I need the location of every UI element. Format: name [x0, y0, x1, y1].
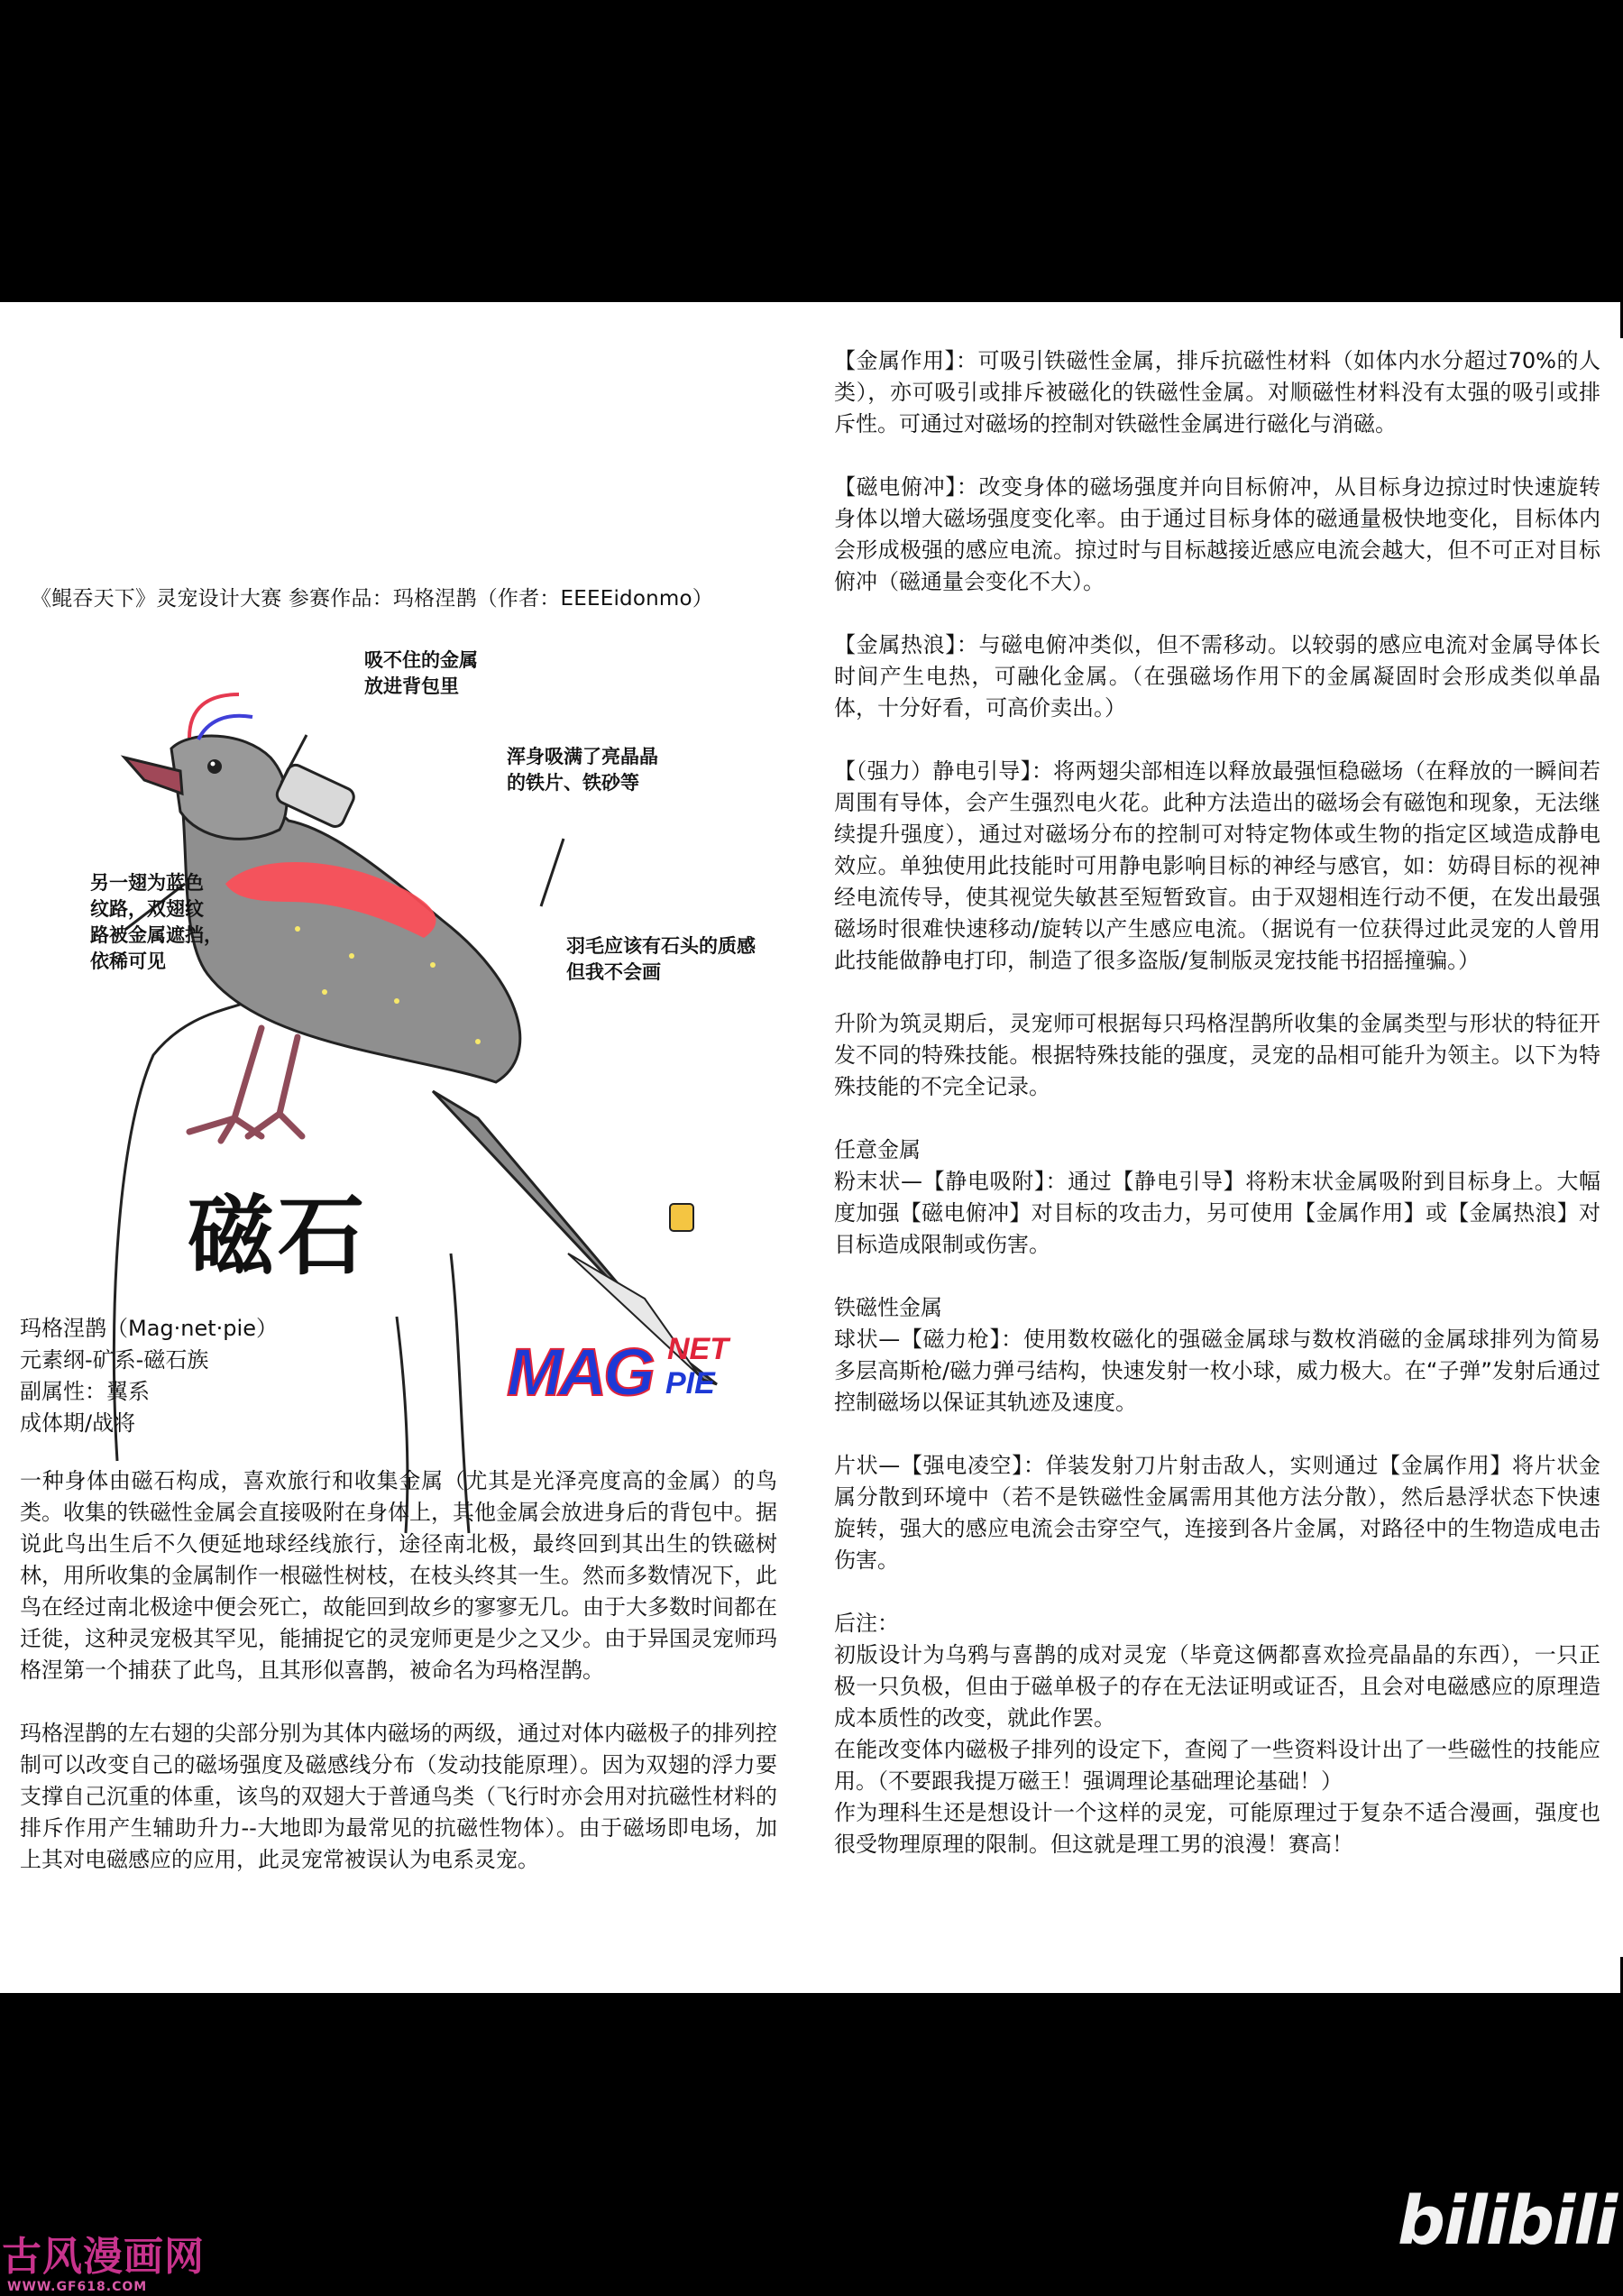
annotation-wing [90, 870, 223, 975]
magnetpie-logo [505, 1330, 748, 1411]
upgrade-note: 升阶为筑灵期后，灵宠师可根据每只玛格涅鹊所收集的金属类型与形状的特征开发不同的特殊技能。根据特殊技能的强度，灵宠的品相可能升为领主。以下为特殊技能的不完全记录。 [834, 1011, 1600, 1099]
any-metal-skill: 粉末状—【静电吸附】：通过【静电引导】将粉末状金属吸附到目标身上。大幅度加强【磁电俯冲】对目标的攻击力，另可使用【金属作用】或【金属热浪】对目标造成限制或伤害。 [834, 1169, 1600, 1257]
bird-eye-highlight [211, 762, 215, 767]
any-metal-heading: 任意金属 [834, 1137, 921, 1162]
annotation-line: 另一翅为蓝色 [90, 872, 204, 894]
logo-bottom: PIE [665, 1366, 715, 1401]
annotation-line: 依稀可见 [90, 951, 166, 972]
skill-heatwave: 【金属热浪】：与磁电俯冲类似，但不需移动。以较弱的感应电流对金属导体长时间产生电热，可融化金属。（在强磁场作用下的金属凝固时会形成类似单晶体，十分好看，可高价卖出。） [834, 632, 1600, 721]
skill-dive: 【磁电俯冲】：改变身体的磁场强度并向目标俯冲，从目标身边掠过时快速旋转身体以增大磁场强度变化率。由于通过目标身体的磁通量极快地变化，目标体内会形成极强的感应电流。掠过时与目标越接近感应电流会越大，但不可正对目标俯冲（磁通量会变化不大）。 [834, 474, 1600, 594]
annotation-metal [507, 744, 658, 796]
poster-sheet [0, 302, 1623, 1993]
info-name: 玛格涅鹊（Mag·net·pie） [20, 1316, 278, 1341]
ferro-ball-skill: 球状—【磁力枪】：使用数枚磁化的强磁金属球与数枚消磁的金属球排列为简易多层高斯枪/磁力弹弓结构，快速发射一枚小球，威力极大。在“子弹”发射后通过控制磁场以保证其轨迹及速度。 [834, 1327, 1600, 1415]
ferro-metal-heading: 铁磁性金属 [834, 1295, 942, 1320]
bird-eye [207, 759, 222, 774]
description-paragraph: 玛格涅鹊的左右翅的尖部分别为其体内磁场的两级，通过对体内磁极子的排列控制可以改变自己的磁场强度及磁感线分布（发动技能原理）。因为双翅的浮力要支撑自己沉重的体重，该鸟的双翅大于普通鸟类（飞行时亦会用对抗磁性材料的排斥作用产生辅助升力--大地即为最常见的抗磁性物体）。由于磁场即电场，加上其对电磁感应的应用，此灵宠常被误认为电系灵宠。 [20, 1721, 777, 1872]
postscript-line: 初版设计为乌鸦与喜鹊的成对灵宠（毕竟这俩都喜欢捡亮晶晶的东西），一只正极一只负极，但由于磁单极子的存在无法证明或证否，且会对电磁感应的原理造成本质性的改变，就此作罢。 [834, 1642, 1600, 1731]
watermark-bilibili: bilibili [1398, 2182, 1617, 2260]
annotation-line: 纹路，双翅纹 [90, 898, 204, 920]
annotation-line: 放进背包里 [364, 675, 459, 697]
annotation-feather [566, 933, 756, 986]
annotation-line: 浑身吸满了亮晶晶 [507, 746, 658, 767]
description-left [20, 1465, 777, 1876]
annotation-backpack [364, 647, 478, 700]
dog-emoji [670, 1204, 693, 1231]
skill-static: 【（强力）静电引导】：将两翅尖部相连以释放最强恒稳磁场（在释放的一瞬间若周围有导体，会产生强烈电火花。此种方法造出的磁场会有磁饱和现象，无法继续提升强度），通过对磁场分布的控制可对特定物体或生物的指定区域造成静电效应。单独使用此技能时可用静电影响目标的神经与感官，如：妨碍目标的视神经电流传导，使其视觉失敏甚至短暂致盲。由于双翅相连行动不便，在发出最强磁场时很难快速移动/旋转以产生感应电流。（据说有一位获得过此灵宠的人曾用此技能做静电打印，制造了很多盗版/复制版灵宠技能书招摇撞骗。） [834, 758, 1600, 973]
info-block [20, 1313, 278, 1439]
description-paragraph: 一种身体由磁石构成，喜欢旅行和收集金属（尤其是光泽亮度高的金属）的鸟类。收集的铁磁性金属会直接吸附在身体上，其他金属会放进身后的背包中。据说此鸟出生后不久便延地球经线旅行，途径南北极，最终回到其出生的铁磁树林，用所收集的金属制作一根磁性树枝，在枝头终其一生。然而多数情况下，此鸟在经过南北极途中便会死亡，故能回到故乡的寥寥无几。由于大多数时间都在迁徙，这种灵宠极其罕见，能捕捉它的灵宠师更是少之又少。由于异国灵宠师玛格涅第一个捕获了此鸟，且其形似喜鹊，被命名为玛格涅鹊。 [20, 1468, 777, 1683]
info-stage: 成体期/战将 [20, 1410, 136, 1436]
skills-right [834, 345, 1600, 1860]
ferro-sheet-skill: 片状—【强电凌空】：佯装发射刀片射击敌人，实则通过【金属作用】将片状金属分散到环境中（若不是铁磁性金属需用其他方法分散），然后悬浮状态下快速旋转，强大的感应电流会击穿空气，连接到各片金属，对路径中的生物造成电击伤害。 [834, 1453, 1600, 1573]
postscript-line: 作为理科生还是想设计一个这样的灵宠，可能原理过于复杂不适合漫画，强度也很受物理原理的限制。但这就是理工男的浪漫！赛高！ [834, 1800, 1600, 1857]
annotation-line: 吸不住的金属 [364, 649, 478, 671]
bird-leg [189, 1028, 261, 1141]
metal-arrow [541, 839, 564, 906]
shirt-label: 磁石 [188, 1186, 368, 1287]
annotation-line: 路被金属遮挡， [90, 924, 223, 946]
postscript-line: 在能改变体内磁极子排列的设定下，查阅了一些资料设计出了一些磁性的技能应用。（不要跟我提万磁王！强调理论基础理论基础！） [834, 1737, 1600, 1794]
logo-top: NET [667, 1332, 729, 1366]
logo-main: MAG [507, 1335, 652, 1410]
info-subattr: 副属性：翼系 [20, 1379, 150, 1404]
watermark-left-url: WWW.GF618.COM [7, 2280, 148, 2294]
info-class: 元素纲-矿系-磁石族 [20, 1347, 209, 1373]
skill-metal-action: 【金属作用】：可吸引铁磁性金属，排斥抗磁性材料（如体内水分超过70%的人类），亦可吸引或排斥被磁化的铁磁性金属。对顺磁性材料没有太强的吸引或排斥性。可通过对磁场的控制对铁磁性金属进行磁化与消磁。 [834, 348, 1600, 436]
watermark-left-brand: 古风漫画网 [2, 2234, 205, 2280]
annotation-line: 的铁片、铁砂等 [507, 772, 639, 794]
annotation-line: 但我不会画 [566, 961, 661, 983]
poster-title: 《鲲吞天下》灵宠设计大赛 参赛作品：玛格涅鹊（作者：EEEEidonmo） [31, 587, 713, 611]
annotation-line: 羽毛应该有石头的质感 [566, 935, 756, 957]
postscript-heading: 后注： [834, 1611, 899, 1636]
